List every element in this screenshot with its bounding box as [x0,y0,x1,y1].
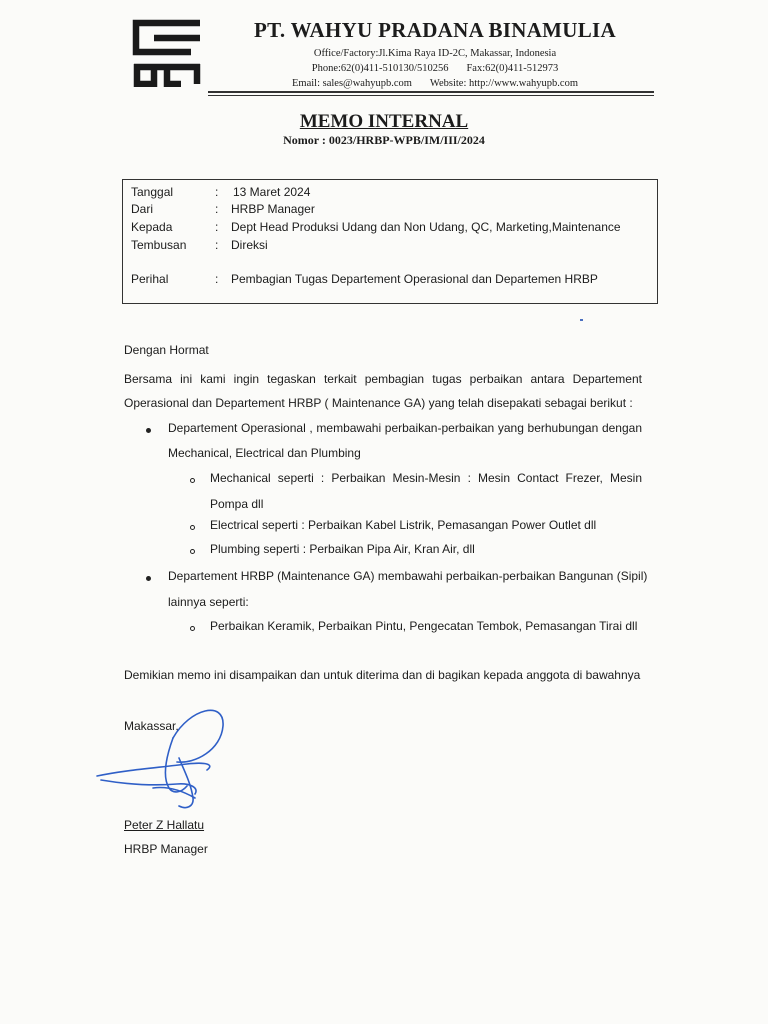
signature-city: Makassar, [124,719,179,733]
sub-bullet-item: Mechanical seperti : Perbaikan Mesin-Mesin : Mesin Contact Frezer, Mesin [210,471,642,485]
company-logo-icon [132,19,202,87]
info-value: Dept Head Produksi Udang dan Non Udang, QC, Marketing,Maintenance [231,220,621,234]
info-colon: : [215,202,219,216]
memo-number: Nomor : 0023/HRBP-WPB/IM/III/2024 [283,133,485,147]
company-contact [230,76,640,91]
sub-bullet-circle-icon [190,549,195,554]
intro-paragraph [124,367,642,415]
company-phone: Phone:62(0)411-510130/510256 [311,63,449,74]
company-email: Email: sales@wahyupb.com [292,78,412,89]
info-row-to [123,219,657,235]
company-header [230,18,640,91]
intro-line: Operasional dan Departement HRBP ( Maintenance GA) yang telah disepakati sebagai berikut : [124,396,633,410]
handwritten-signature [95,698,235,823]
info-value: 13 Maret 2024 [233,185,311,199]
info-row-subject [123,271,657,287]
closing-paragraph: Demikian memo ini disampaikan dan untuk diterima dan di bagikan kepada anggota di bawahnya [124,668,641,682]
company-phone-fax [230,61,640,76]
company-website: Website: http://www.wahyupb.com [429,78,578,89]
info-colon: : [215,220,219,234]
info-label: Kepada [131,220,173,234]
sub-bullet-item: Perbaikan Keramik, Perbaikan Pintu, Pengecatan Tembok, Pemasangan Tirai dll [210,619,638,633]
memo-info-box [122,179,658,304]
company-fax: Fax:62(0)411-512973 [466,63,559,74]
header-rule-thick [208,91,654,93]
signatory-title: HRBP Manager [124,842,208,856]
sub-bullet-circle-icon [190,626,195,631]
info-value: HRBP Manager [231,202,315,216]
memo-title: MEMO INTERNAL [299,111,469,132]
sub-bullet-circle-icon [190,525,195,530]
info-label: Tembusan [131,238,187,252]
bullet-item-cont: Mechanical, Electrical dan Plumbing [168,446,361,460]
signatory-name: Peter Z Hallatu [124,818,205,832]
sub-bullet-circle-icon [190,478,195,483]
info-colon: : [215,272,219,286]
greeting: Dengan Hormat [124,343,209,357]
info-value: Pembagian Tugas Departement Operasional dan Departemen HRBP [231,272,598,286]
sub-bullet-item: Plumbing seperti : Perbaikan Pipa Air, Kran Air, dll [210,542,475,556]
company-address: Office/Factory:Jl.Kima Raya ID-2C, Makassar, Indonesia [313,48,557,59]
bullet-dot-icon [146,428,151,433]
info-row-from [123,201,657,217]
info-row-cc [123,237,657,253]
bullet-item-cont: lainnya seperti: [168,595,249,609]
sub-bullet-item: Electrical seperti : Perbaikan Kabel Listrik, Pemasangan Power Outlet dll [210,518,597,532]
bullet-item: Departement Operasional , membawahi perbaikan-perbaikan yang berhubungan dengan [168,421,642,435]
info-value: Direksi [231,238,268,252]
info-label: Dari [131,202,154,216]
intro-line: Bersama ini kami ingin tegaskan terkait pembagian tugas perbaikan antara Departement [124,372,642,386]
info-label: Tanggal [131,185,174,199]
info-row-date [123,184,657,200]
bullet-item: Departement HRBP (Maintenance GA) membawahi perbaikan-perbaikan Bangunan (Sipil) [168,569,648,583]
scan-mark [580,319,583,321]
info-colon: : [215,185,219,199]
info-colon: : [215,238,219,252]
sub-bullet-item-cont: Pompa dll [210,497,264,511]
company-name: PT. WAHYU PRADANA BINAMULIA [253,18,616,42]
header-rule-thin [208,95,654,96]
info-label: Perihal [131,272,169,286]
bullet-dot-icon [146,576,151,581]
